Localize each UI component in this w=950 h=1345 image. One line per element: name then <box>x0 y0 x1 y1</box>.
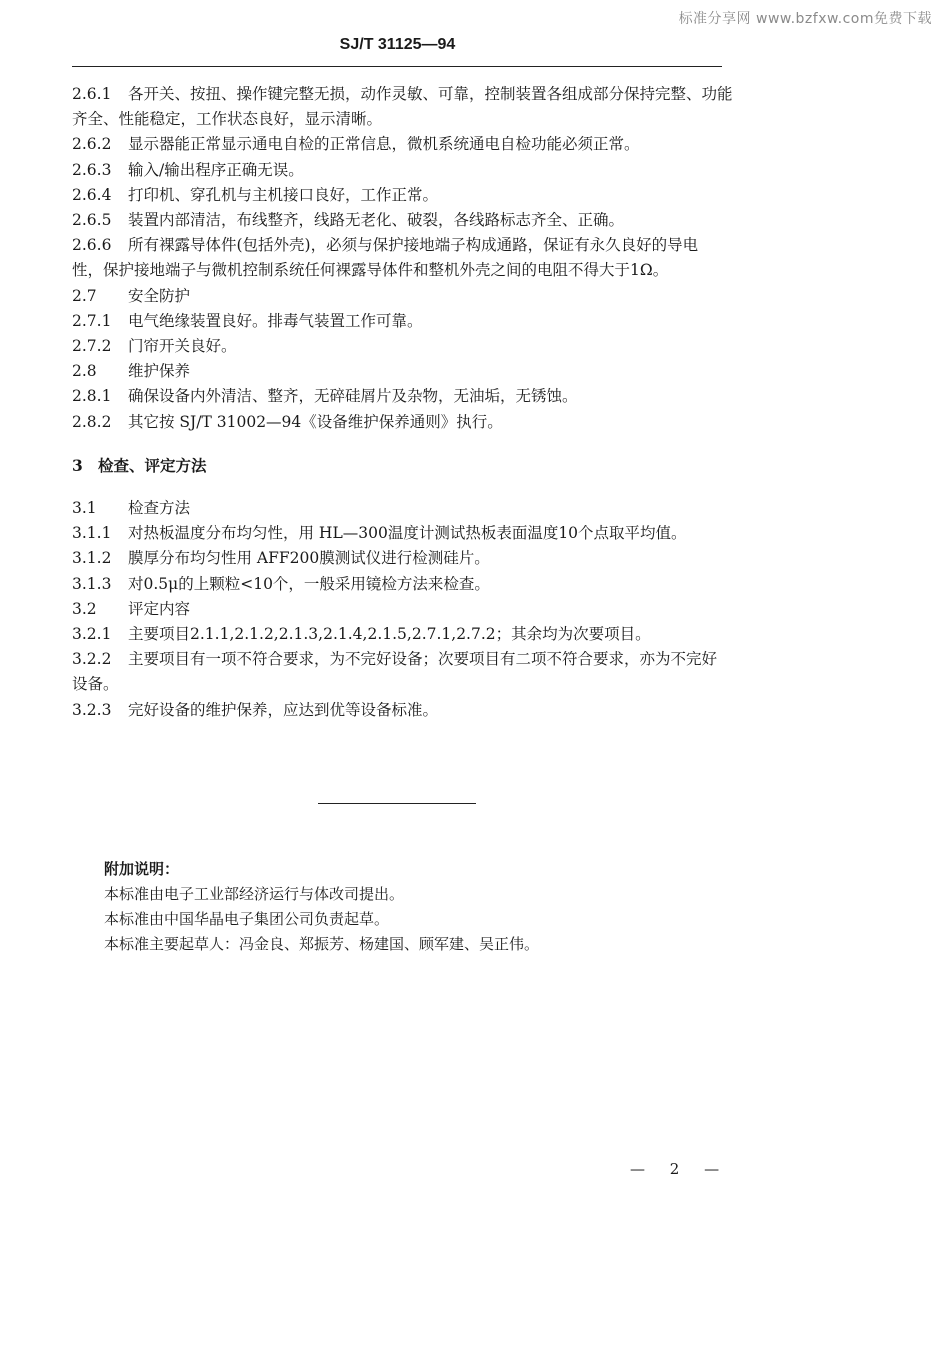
section-title: 检查、评定方法 <box>98 455 207 475</box>
notes-line: 本标准主要起草人：冯金良、郑振芳、杨建国、顾军建、吴正伟。 <box>104 935 540 953</box>
clause-number: 2.8 <box>72 362 97 381</box>
clause-text: 对热板温度分布均匀性，用 HL—300温度计测试热板表面温度10个点取平均值。 <box>128 524 687 543</box>
clause-number: 2.6.6 <box>72 236 112 255</box>
clause-text: 门帘开关良好。 <box>128 337 237 356</box>
clause-text: 设备。 <box>72 675 119 694</box>
clause-line <box>72 82 733 107</box>
clause-line <box>72 258 724 283</box>
clause-text: 完好设备的维护保养，应达到优等设备标准。 <box>128 700 439 719</box>
clause-text: 性，保护接地端子与微机控制系统任何裸露导体件和整机外壳之间的电阻不得大于1Ω。 <box>72 261 669 280</box>
notes-heading: 附加说明： <box>104 860 180 878</box>
clause-number: 2.8.2 <box>72 412 112 431</box>
clause-number: 2.6.2 <box>72 135 112 154</box>
clause-text: 膜厚分布均匀性用 AFF200膜测试仪进行检测硅片。 <box>128 549 490 568</box>
page-number: — 2 — <box>630 1160 730 1178</box>
clause-line <box>72 334 724 359</box>
section-heading <box>72 453 724 478</box>
clause-number: 3.1.3 <box>72 574 112 593</box>
clause-number: 3.2.3 <box>72 700 112 719</box>
clause-number: 3.1.1 <box>72 524 112 543</box>
clause-line <box>72 698 724 723</box>
notes-line: 本标准由电子工业部经济运行与体改司提出。 <box>104 885 405 903</box>
clause-line <box>72 359 724 384</box>
clause-text: 评定内容 <box>128 599 191 618</box>
end-divider <box>318 803 476 804</box>
document-body <box>72 82 733 723</box>
clause-text: 确保设备内外清洁、整齐，无碎硅屑片及杂物，无油垢，无锈蚀。 <box>128 387 578 406</box>
clause-number: 3.2.1 <box>72 625 112 644</box>
clause-number: 2.6.3 <box>72 160 112 179</box>
clause-text: 其它按 SJ/T 31002—94《设备维护保养通则》执行。 <box>128 412 503 431</box>
clause-text: 齐全、性能稳定，工作状态良好，显示清晰。 <box>72 110 383 129</box>
clause-text: 检查方法 <box>128 499 191 518</box>
clause-text: 对0.5μ的上颗粒<10个，一般采用镜检方法来检查。 <box>128 574 490 593</box>
clause-number: 2.7.2 <box>72 337 112 356</box>
clause-number: 3.1.2 <box>72 549 112 568</box>
clause-text: 维护保养 <box>128 362 191 381</box>
clause-line <box>72 132 724 157</box>
clause-line <box>72 572 724 597</box>
clause-text: 主要项目2.1.1,2.1.2,2.1.3,2.1.4,2.1.5,2.7.1,2.7.2；其余均为次要项目。 <box>128 625 651 644</box>
clause-number: 3.1 <box>72 499 97 518</box>
clause-text: 电气绝缘装置良好。排毒气装置工作可靠。 <box>128 311 423 330</box>
clause-line <box>72 647 724 672</box>
clause-line <box>72 208 724 233</box>
clause-line <box>72 183 724 208</box>
clause-line <box>72 158 724 183</box>
clause-line <box>72 597 724 622</box>
additional-notes <box>104 857 539 957</box>
clause-line <box>72 546 724 571</box>
clause-text: 装置内部清洁，布线整齐，线路无老化、破裂，各线路标志齐全、正确。 <box>128 211 625 230</box>
clause-number: 2.7.1 <box>72 311 112 330</box>
clause-number: 2.7 <box>72 286 97 305</box>
clause-line <box>72 284 724 309</box>
clause-text: 所有裸露导体件(包括外壳)，必须与保护接地端子构成通路，保证有永久良好的导电 <box>128 236 699 255</box>
clause-text: 各开关、按扭、操作键完整无损，动作灵敏、可靠，控制装置各组成部分保持完整、功能 <box>128 85 733 103</box>
clause-line <box>72 672 724 697</box>
clause-number: 2.6.5 <box>72 211 112 230</box>
clause-line <box>72 309 724 334</box>
clause-text: 显示器能正常显示通电自检的正常信息，微机系统通电自检功能必须正常。 <box>128 135 640 154</box>
clause-line <box>72 496 724 521</box>
clause-line <box>72 233 724 258</box>
clause-number: 2.6.4 <box>72 185 112 204</box>
section-number: 3 <box>72 455 83 475</box>
clause-number: 3.2 <box>72 599 97 618</box>
clause-text: 输入/输出程序正确无误。 <box>128 160 304 179</box>
clause-number: 2.8.1 <box>72 387 112 406</box>
clause-text: 安全防护 <box>128 286 191 305</box>
clause-line <box>72 622 724 647</box>
clause-line <box>72 384 724 409</box>
header-divider <box>72 66 722 67</box>
clause-line <box>72 107 724 132</box>
clause-line <box>72 410 724 435</box>
clause-line <box>72 521 724 546</box>
clause-text: 打印机、穿孔机与主机接口良好，工作正常。 <box>128 185 439 204</box>
standard-code: SJ/T 31125—94 <box>339 36 456 53</box>
watermark-text: 标准分享网 www.bzfxw.com免费下载 <box>678 11 932 27</box>
clause-text: 主要项目有一项不符合要求，为不完好设备；次要项目有二项不符合要求，亦为不完好 <box>128 650 718 669</box>
clause-number: 2.6.1 <box>72 85 112 103</box>
clause-number: 3.2.2 <box>72 650 112 669</box>
notes-line: 本标准由中国华晶电子集团公司负责起草。 <box>104 910 390 928</box>
